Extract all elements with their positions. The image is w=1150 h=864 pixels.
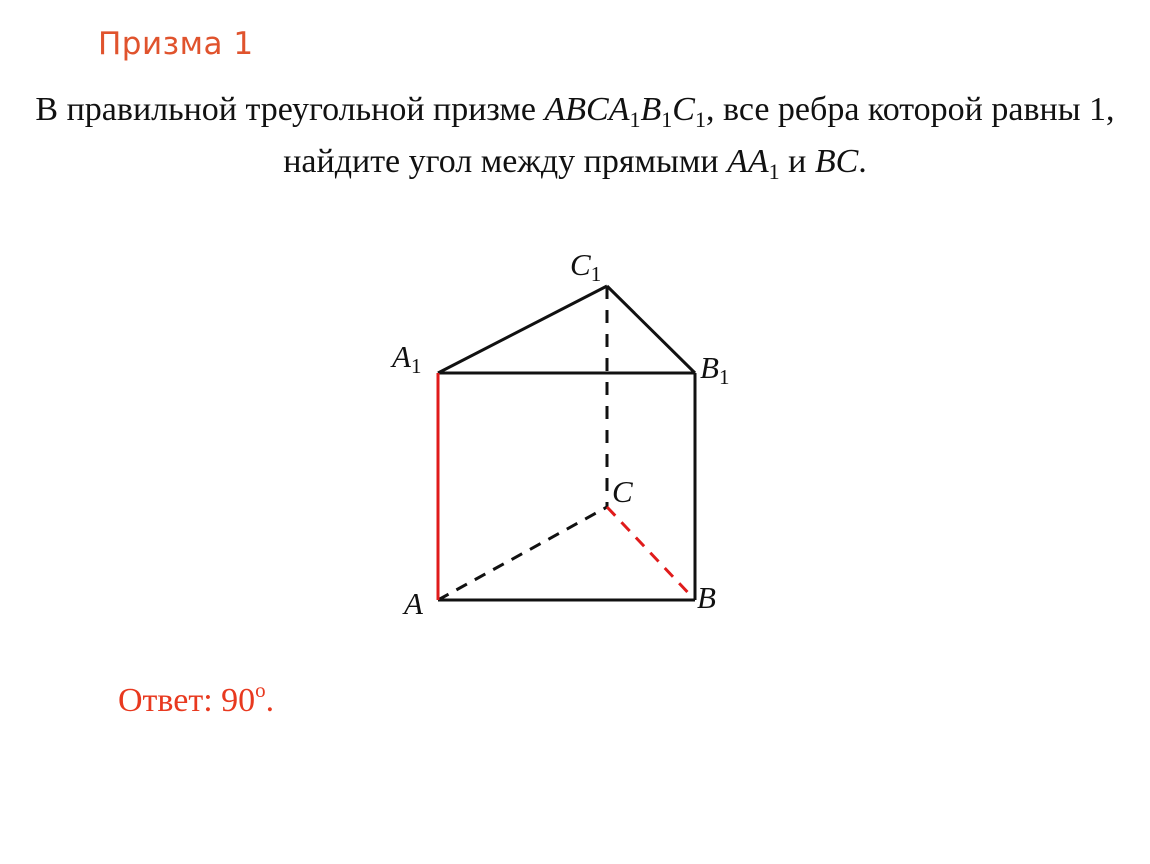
problem-text-middle: , все ребра которой равны 1, найдите угол между прямыми — [283, 91, 1115, 180]
edge-A1C1 — [438, 286, 607, 373]
vertex-label-C: C — [612, 474, 633, 509]
vertex-label-A1-sub: 1 — [410, 354, 422, 378]
edge-BC — [607, 507, 695, 600]
prism-vertex-A1-sub: 1 — [629, 107, 641, 132]
line-AA1: AA — [727, 143, 769, 180]
answer-end: . — [265, 682, 275, 719]
answer-degree: o — [255, 678, 266, 702]
prism-vertex-B: B — [565, 91, 587, 128]
vertex-label-B1: B1 — [700, 350, 730, 389]
answer-label: Ответ: 90 — [118, 682, 256, 719]
vertex-label-C1-sub: 1 — [590, 262, 602, 286]
slide-title: Призма 1 — [98, 26, 254, 62]
problem-conj: и — [779, 143, 815, 180]
problem-text-before: В правильной треугольной призме — [35, 91, 545, 128]
problem-text-end: . — [858, 143, 867, 180]
answer — [118, 678, 275, 720]
prism-vertex-C1-sub: 1 — [694, 107, 706, 132]
prism-vertex-C1: C — [672, 91, 695, 128]
edge-AC — [438, 507, 607, 600]
edge-C1B1 — [607, 286, 695, 373]
prism-vertex-C: C — [586, 91, 609, 128]
prism-vertex-B1-sub: 1 — [661, 107, 673, 132]
prism-vertex-A1: A — [608, 91, 630, 128]
prism-vertex-A: A — [544, 91, 566, 128]
vertex-label-A: A — [404, 586, 423, 621]
vertex-label-C1: C1 — [570, 247, 602, 286]
line-AA1-sub: 1 — [768, 159, 780, 184]
vertex-label-A1: A1 — [392, 339, 422, 378]
prism-vertex-B1: B — [640, 91, 662, 128]
vertex-label-B1-sub: 1 — [718, 365, 730, 389]
vertex-label-B: B — [697, 580, 716, 615]
line-BC: BC — [814, 143, 859, 180]
